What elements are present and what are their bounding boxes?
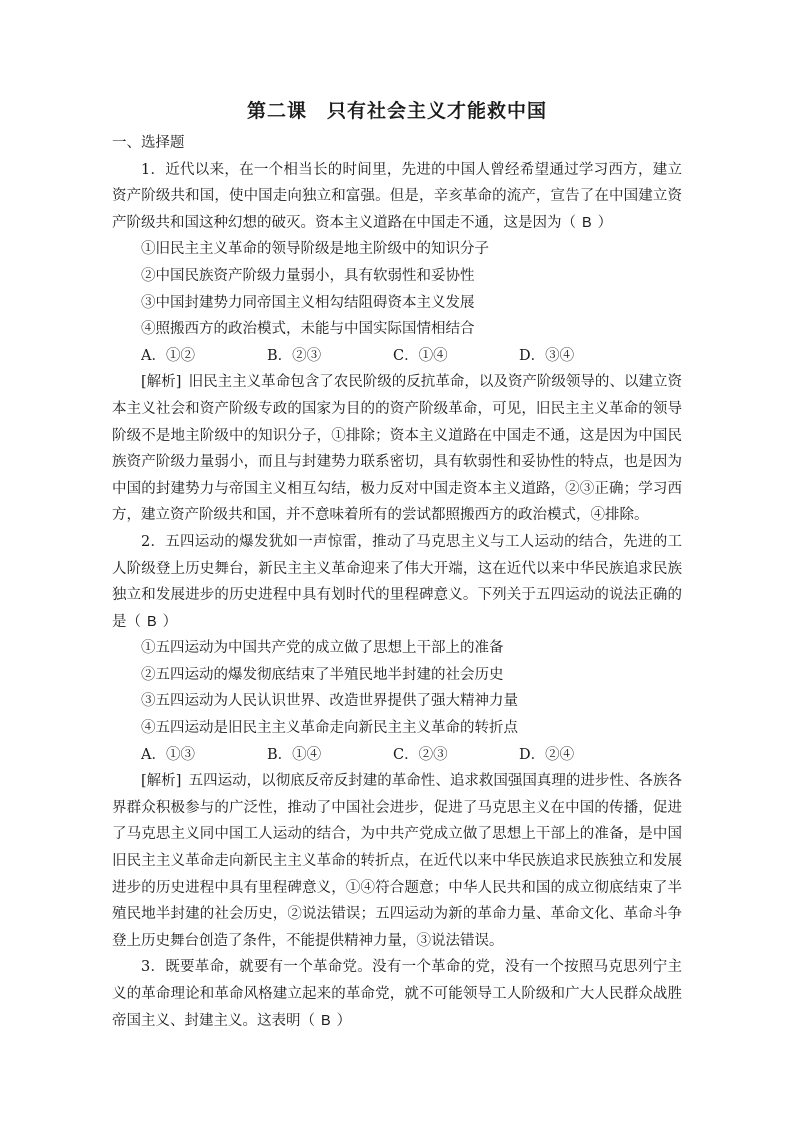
question-2-answer: B (147, 613, 157, 630)
analysis-label: [解析] (141, 374, 182, 391)
question-2-option-4: ④五四运动是旧民主主义革命走向新民主主义革命的转折点 (141, 720, 518, 737)
page-title: 第二课 只有社会主义才能救中国 (246, 100, 547, 122)
question-1-answer: B (582, 214, 592, 231)
question-2-choice-d: D．②④ (519, 746, 575, 763)
question-1-choice-a: A．①② (141, 347, 195, 364)
question-1-option-4: ④照搬西方的政治模式，未能与中国实际国情相结合 (141, 321, 475, 338)
question-1-stem: 1．近代以来，在一个相当长的时间里，先进的中国人曾经希望通过学习西方，建立资产阶级共和国，使中国走向独立和富强。但是，辛亥革命的流产，宣告了在中国建立资产阶级共和国这种幻想的破灭。资本主义道路在中国走不通，这是因为（ B ） (112, 161, 682, 231)
section-heading: 一、选择题 (112, 135, 185, 151)
question-1-option-2: ②中国民族资产阶级力量弱小，具有软弱性和妥协性 (141, 267, 475, 284)
question-2-stem: 2．五四运动的爆发犹如一声惊雷，推动了马克思主义与工人运动的结合，先进的工人阶级登上历史舞台，新民主主义革命迎来了伟大开端，这在近代以来中华民族追求民族独立和发展进步的历史进程中具有划时代的里程碑意义。下列关于五四运动的说法正确的是（ B ） (112, 533, 682, 630)
question-2-option-2: ②五四运动的爆发彻底结束了半殖民地半封建的社会历史 (141, 666, 504, 683)
question-3-stem: 3．既要革命，就要有一个革命党。没有一个革命的党，没有一个按照马克思列宁主义的革命理论和革命风格建立起来的革命党，就不可能领导工人阶级和广大人民群众战胜帝国主义、封建主义。这表明（ B ） (112, 959, 682, 1029)
question-1-choice-d: D．③④ (519, 347, 575, 364)
document-content (112, 130, 682, 1034)
question-1-choice-c: C．①④ (393, 347, 448, 364)
question-3-answer: B (321, 1012, 331, 1029)
question-2-option-1: ①五四运动为中国共产党的成立做了思想上干部上的准备 (141, 640, 504, 657)
question-2-choice-b: B．①④ (267, 746, 322, 763)
question-2-analysis: [解析] 五四运动，以彻底反帝反封建的革命性、追求救国强国真理的进步性、各族各界群众积极参与的广泛性，推动了中国社会进步，促进了马克思主义在中国的传播，促进了马克思主义同中国工人运动的结合，为中共产党成立做了思想上干部上的准备，是中国旧民主主义革命走向新民主主义革命的转折点，在近代以来中华民族追求民族独立和发展进步的历史进程中具有里程碑意义，①④符合题意；中华人民共和国的成立彻底结束了半殖民地半封建的社会历史，②说法错误；五四运动为新的革命力量、革命文化、革命斗争登上历史舞台创造了条件，不能提供精神力量，③说法错误。 (112, 773, 682, 949)
question-1-choice-b: B．②③ (267, 347, 322, 364)
question-2-choices (112, 742, 682, 769)
question-2-option-3: ③五四运动为人民认识世界、改造世界提供了强大精神力量 (141, 693, 518, 710)
question-1-analysis: [解析] 旧民主主义革命包含了农民阶级的反抗革命，以及资产阶级领导的、以建立资本主义社会和资产阶级专政的国家为目的的资产阶级革命，可见，旧民主主义革命的领导阶级不是地主阶级中的知识分子，①排除；资本主义道路在中国走不通，这是因为中国民族资产阶级力量弱小，而且与封建势力联系密切，具有软弱性和妥协性的特点，也是因为中国的封建势力与帝国主义相互勾结，极力反对中国走资本主义道路，②③正确；学习西方，建立资产阶级共和国，并不意味着所有的尝试都照搬西方的政治模式，④排除。 (112, 374, 682, 524)
question-1-option-3: ③中国封建势力同帝国主义相勾结阻碍资本主义发展 (141, 294, 475, 311)
question-2-choice-c: C．②③ (393, 746, 448, 763)
analysis-label: [解析] (141, 773, 182, 790)
question-1-option-1: ①旧民主主义革命的领导阶级是地主阶级中的知识分子 (141, 241, 489, 258)
question-2-choice-a: A．①③ (141, 746, 195, 763)
question-1-choices (112, 343, 682, 370)
